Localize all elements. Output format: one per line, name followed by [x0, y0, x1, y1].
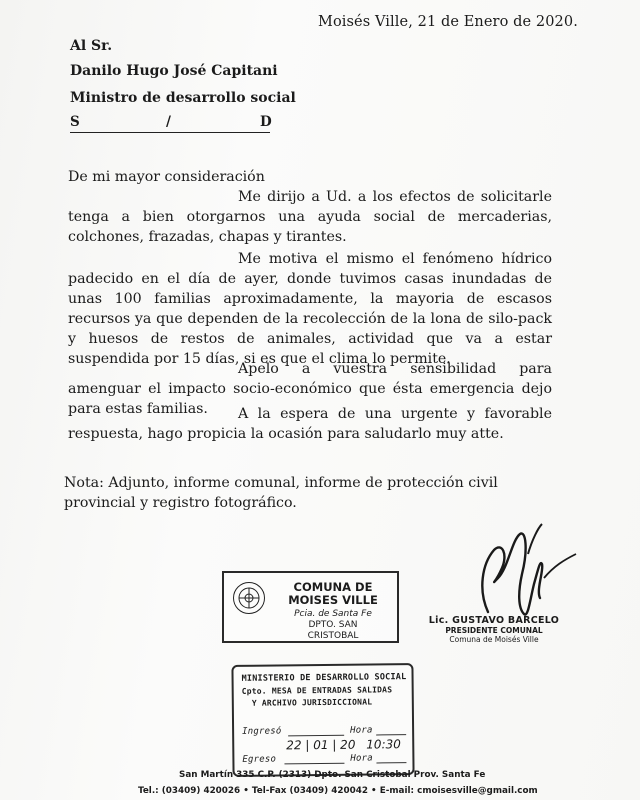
paragraph-4: A la espera de una urgente y favorable respuesta, hago propicia la ocasión para saludarlo muy atte. [68, 406, 552, 442]
paragraph-3: Apelo a vuestra sensibilidad para amenguar el impacto socio-económico que ésta emergencia dejo para estas familias. [68, 361, 552, 417]
signature-block [424, 615, 564, 644]
hora-line [376, 734, 406, 735]
ministry-stamp-line1: MINISTERIO DE DESARROLLO SOCIAL [241, 672, 407, 684]
ministry-reception-stamp [231, 663, 414, 777]
s-label: S [70, 114, 80, 130]
coat-of-arms-icon [233, 582, 265, 614]
comuna-stamp-line1: COMUNA DE [293, 580, 373, 594]
ministry-stamp-line2: Cpto. MESA DE ENTRADAS SALIDAS [241, 685, 393, 696]
greeting: De mi mayor consideración [68, 169, 265, 185]
comuna-stamp-line3: Pcia. de Santa Fe [294, 609, 372, 619]
hora2-line [376, 762, 406, 763]
ingreso-label: Ingresó [242, 726, 282, 737]
paragraph-2: Me motiva el mismo el fenómeno hídrico padecido en el día de ayer, donde tuvimos casas inundadas de unas 100 familias aproximadamente, la mayoria de escasos recursos ya que dependen de la recolección de la lona de silo-pack y huesos de restos de animales, actividad que va a estar suspendida por 15 días, si es que el clima lo permite. [68, 251, 552, 367]
ministry-stamp-line3: Y ARCHIVO JURISDICCIONAL [251, 697, 373, 708]
comuna-stamp-title [282, 581, 384, 607]
comuna-stamp [222, 571, 399, 643]
egreso-label: Egreso [242, 754, 277, 765]
ingreso-line [288, 735, 344, 737]
signer-role: PRESIDENTE COMUNAL [445, 626, 543, 635]
comuna-stamp-line4: DPTO. SAN CRISTOBAL [307, 620, 359, 641]
hora2-label: Hora [350, 753, 373, 764]
slash-label: / [166, 114, 171, 130]
recipient-name: Danilo Hugo José Capitani [70, 63, 278, 79]
ingreso-date: 22 | 01 | 20 [286, 737, 356, 753]
recipient-title: Ministro de desarrollo social [70, 90, 296, 106]
date-line: Moisés Ville, 21 de Enero de 2020. [318, 14, 578, 30]
recipient-salutation: Al Sr. [70, 38, 113, 54]
comuna-stamp-line2: MOISES VILLE [288, 593, 378, 607]
paragraph-1: Me dirijo a Ud. a los efectos de solicitarle tenga a bien otorgarnos una ayuda social de mercaderias, colchones, frazadas, chapas y tirantes. [68, 189, 552, 245]
hora-label: Hora [350, 725, 373, 736]
footer-contact: Tel.: (03409) 420026 • Tel-Fax (03409) 420042 • E-mail: cmoisesville@gmail.com [138, 786, 538, 796]
d-label: D [260, 114, 272, 130]
egreso-line [284, 763, 344, 765]
ingreso-time: 10:30 [366, 737, 401, 752]
signer-name: Lic. GUSTAVO BARCELO [428, 615, 560, 626]
footer-address: San Martín 335 C.P. (2313) Dpto. San Cristobal Prov. Santa Fe [179, 770, 486, 780]
attachment-note: Nota: Adjunto, informe comunal, informe de protección civil provincial y registro fotográfico. [64, 475, 498, 511]
signer-entity: Comuna de Moisés Ville [449, 635, 539, 644]
comuna-stamp-sub [282, 609, 384, 642]
sd-line [70, 116, 270, 133]
